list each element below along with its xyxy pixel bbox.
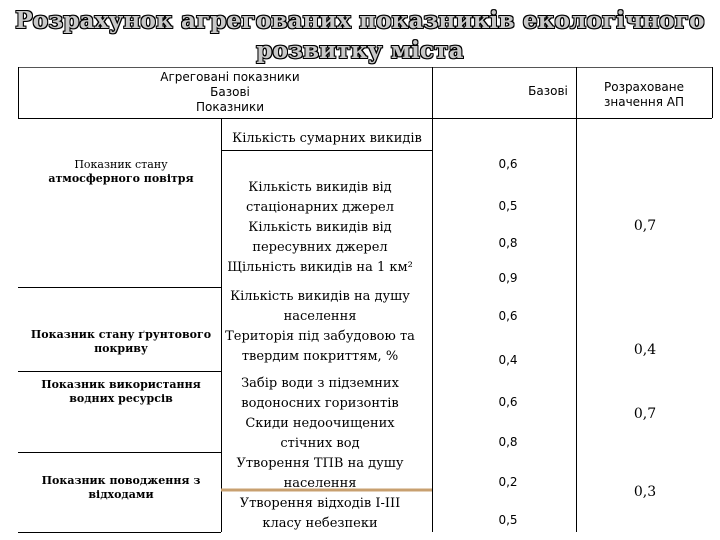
metric-territory-line-2: твердим покриттям, % [241, 349, 399, 364]
indicator-atmosphere-line-2: атмосферного повітря [48, 172, 194, 185]
indicator-water-line-1: Показник використання [41, 378, 201, 391]
ap-water: 0,7 [633, 406, 657, 422]
metric-per-capita [222, 287, 418, 367]
value-tpv: 0,2 [498, 475, 518, 489]
metric-sewage-line-1: Скиди недоочищених [245, 416, 395, 431]
metric-sum-emissions: Кількість сумарних викидів [232, 131, 422, 146]
value-stationary: 0,5 [498, 199, 518, 213]
metric-water-line-2: водоносних горизонтів [241, 396, 399, 411]
metric-mobile-line-2: пересувних джерел [252, 240, 388, 255]
metric-tpv-line-1: Утворення ТПВ на душу [236, 456, 404, 471]
ap-soil: 0,4 [633, 342, 657, 358]
metric-density: Щільність викидів на 1 км² [227, 260, 413, 275]
indicator-soil-line-1: Показник стану ґрунтового [30, 328, 212, 341]
metric-territory-line-1: Територія під забудовою та [225, 329, 415, 344]
value-territory: 0,4 [498, 353, 518, 367]
metric-hazard-line-1: Утворення відходів І-ІІІ [239, 496, 401, 511]
header-aggregated-line-2: Базові [210, 85, 250, 99]
indicator-waste-line-1: Показник поводження з [41, 474, 201, 487]
indicator-water [18, 378, 224, 406]
metric-water-line-1: Забір води з підземних [241, 376, 399, 391]
metric-hazard-line-2: класу небезпеки [262, 516, 378, 531]
indicator-waste-line-2: відходами [88, 488, 154, 501]
header-aggregated-line-1: Агреговані показники [160, 70, 300, 84]
value-sewage: 0,8 [498, 435, 518, 449]
ap-atmosphere: 0,7 [633, 218, 657, 234]
header-aggregated-line-3: Показники [195, 100, 265, 114]
title-line-2: розвитку міста [256, 37, 464, 64]
value-hazard: 0,5 [498, 513, 518, 527]
metric-mobile-line-1: Кількість викидів від [248, 220, 392, 235]
metric-waste-block [222, 454, 418, 534]
indicator-waste [18, 474, 224, 502]
value-sum-emissions: 0,6 [498, 157, 518, 171]
metric-per-capita-line-2: населення [283, 309, 357, 324]
value-water: 0,6 [498, 395, 518, 409]
header-ap-line-2: значення АП [603, 95, 684, 109]
value-density: 0,9 [498, 271, 518, 285]
metric-stationary-line-2: стаціонарних джерел [245, 200, 395, 215]
value-mobile: 0,8 [498, 236, 518, 250]
title-line-1: Розрахунок агрегованих показників екологічного [15, 7, 705, 34]
indicator-soil [18, 328, 224, 356]
header-ap [584, 80, 704, 110]
header-aggregated [160, 70, 300, 115]
ap-waste: 0,3 [633, 484, 657, 500]
metric-stationary-line-1: Кількість викидів від [248, 180, 392, 195]
value-per-capita: 0,6 [498, 309, 518, 323]
indicator-atmosphere [18, 158, 224, 186]
metric-per-capita-line-1: Кількість викидів на душу [230, 289, 410, 304]
indicator-atmosphere-line-1: Показник стану [74, 158, 168, 171]
indicator-water-line-2: водних ресурсів [69, 392, 173, 405]
header-base: Базові [528, 84, 568, 98]
metric-sewage-line-2: стічних вод [280, 436, 360, 451]
metric-water-block [222, 374, 418, 454]
metric-stationary [222, 178, 418, 278]
indicator-soil-line-2: покриву [94, 342, 148, 355]
metric-tpv-line-2: населення [283, 476, 357, 491]
header-ap-line-1: Розраховане [603, 80, 685, 94]
